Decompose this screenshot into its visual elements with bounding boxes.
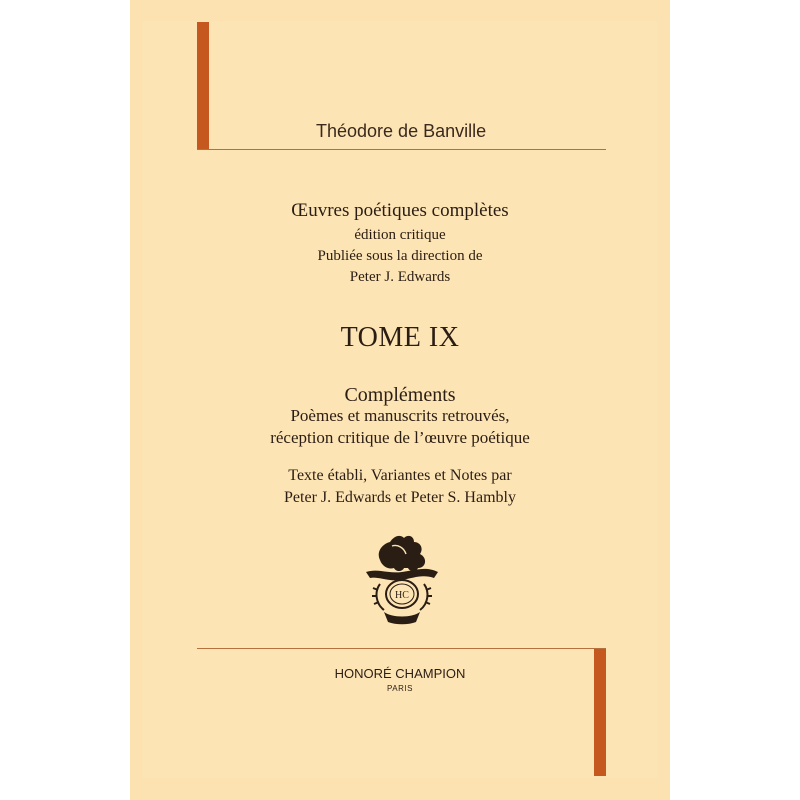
series-subtitle-2: Publiée sous la direction de: [317, 248, 483, 264]
volume-title: Compléments: [344, 384, 456, 406]
divider-bottom: [197, 648, 606, 649]
divider-top: [197, 149, 606, 150]
volume-subtitle-1: Poèmes et manuscrits retrouvés,: [290, 406, 510, 425]
publisher-city: PARIS: [387, 684, 413, 693]
publisher-name: HONORÉ CHAMPION: [334, 666, 466, 681]
series-subtitle-1: édition critique: [354, 227, 446, 243]
series-director: Peter J. Edwards: [349, 269, 451, 285]
volume-subtitle-2: réception critique de l’œuvre poétique: [270, 428, 530, 447]
publisher-logo-icon: [358, 528, 446, 626]
editors-credit: Texte établi, Variantes et Notes par: [288, 467, 512, 484]
series-title: Œuvres poétiques complètes: [291, 200, 509, 221]
tome-number: TOME IX: [340, 322, 460, 353]
author-name: Théodore de Banville: [316, 121, 487, 141]
accent-bar-top: [197, 22, 209, 150]
editors-names: Peter J. Edwards et Peter S. Hambly: [284, 489, 516, 506]
logo-monogram: HC: [395, 590, 409, 601]
